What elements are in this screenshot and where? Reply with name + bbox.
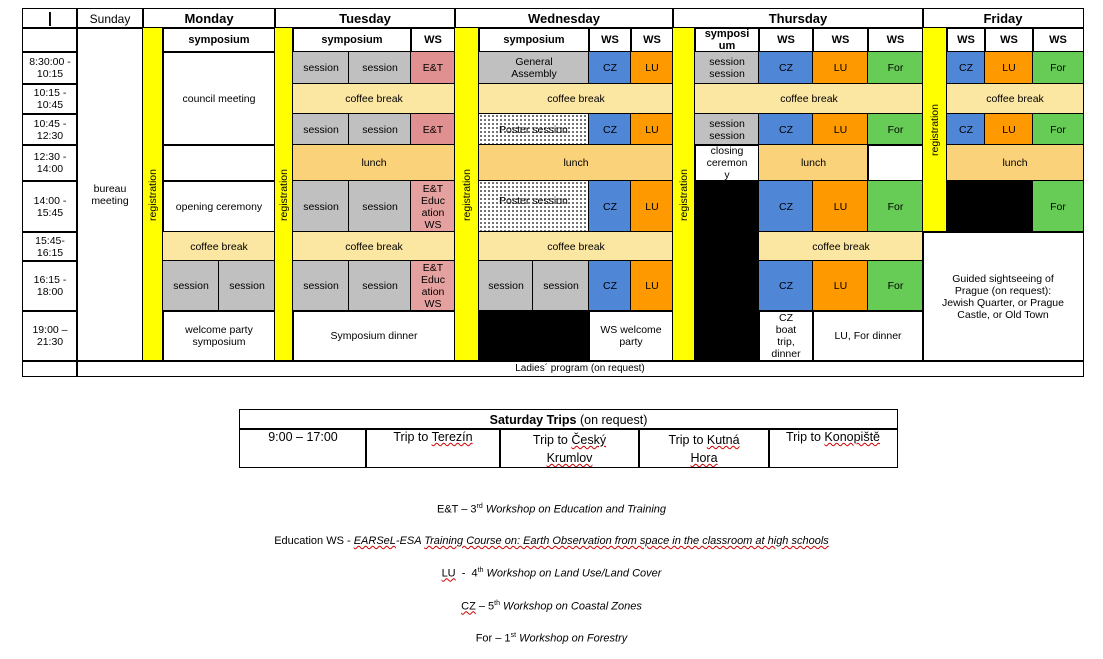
friday-guided-sightseeing: Guided sightseeing of Prague (on request): Jewish Quarter, or Prague Castle, or Old Town <box>923 232 1083 361</box>
time-slot: 10:45 - 12:30 <box>23 114 77 145</box>
thursday-closing-ceremony: closing ceremon y <box>695 145 759 181</box>
thursday-ws-header: WS <box>759 28 813 52</box>
monday-council-meeting: council meeting <box>163 52 275 145</box>
monday-session: session <box>163 261 219 311</box>
friday-ws-header: WS <box>985 28 1033 52</box>
thursday-cz: CZ <box>759 114 813 145</box>
friday-ws-header: WS <box>1033 28 1083 52</box>
thursday-ws-header: WS <box>868 28 923 52</box>
wednesday-session: session <box>479 261 533 311</box>
legend-for: For – 1st Workshop on Forestry <box>475 632 628 645</box>
time-slot: 15:45- 16:15 <box>23 232 77 261</box>
thursday-cz: CZ <box>759 181 813 232</box>
wednesday-session: session <box>533 261 589 311</box>
wednesday-ws-header: WS <box>589 28 631 52</box>
thursday-cz: CZ <box>759 52 813 84</box>
thursday-for: For <box>868 52 923 84</box>
tuesday-coffee-break: coffee break <box>293 232 455 261</box>
header-thursday: Thursday <box>673 9 923 28</box>
thursday-lunch: lunch <box>759 145 868 181</box>
tuesday-et: E&T <box>411 114 455 145</box>
thursday-symposium-header: symposi um <box>695 28 759 52</box>
tuesday-symposium-dinner: Symposium dinner <box>293 311 455 361</box>
monday-registration: registration <box>143 28 163 361</box>
time-slot: 10:15 - 10:45 <box>23 84 77 114</box>
tuesday-session: session <box>349 114 411 145</box>
tuesday-registration: registration <box>275 28 293 361</box>
time-slot: 16:15 - 18:00 <box>23 261 77 311</box>
tuesday-session: session <box>349 261 411 311</box>
thursday-empty <box>868 145 923 181</box>
wednesday-cz: CZ <box>589 52 631 84</box>
wednesday-cz: CZ <box>589 114 631 145</box>
friday-for: For <box>1033 114 1083 145</box>
legend-et: E&T – 3rd Workshop on Education and Training <box>436 503 667 516</box>
monday-coffee-break: coffee break <box>163 232 275 261</box>
monday-session: session <box>219 261 275 311</box>
friday-registration: registration <box>923 28 947 232</box>
friday-for: For <box>1033 52 1083 84</box>
saturday-time: 9:00 – 17:00 <box>240 429 366 467</box>
thursday-coffee-break: coffee break <box>695 84 923 114</box>
legend-cz: CZ – 5th Workshop on Coastal Zones <box>461 600 642 613</box>
time-slot: 19:00 – 21:30 <box>23 311 77 361</box>
thursday-cz: CZ <box>759 261 813 311</box>
friday-coffee-break: coffee break <box>947 84 1083 114</box>
wednesday-cz: CZ <box>589 261 631 311</box>
wednesday-registration: registration <box>455 28 479 361</box>
saturday-title: Saturday Trips (on request) <box>240 410 897 429</box>
thursday-session-session: session session <box>695 114 759 145</box>
wednesday-lu: LU <box>631 181 673 232</box>
tuesday-session: session <box>293 181 349 232</box>
thursday-for: For <box>868 261 923 311</box>
tuesday-ws-header: WS <box>411 28 455 52</box>
wednesday-lu: LU <box>631 52 673 84</box>
time-slot: 8:30:00 - 10:15 <box>23 52 77 84</box>
sunday-bureau-meeting: bureau meeting <box>77 28 143 361</box>
time-slot: 12:30 - 14:00 <box>23 145 77 181</box>
wednesday-cz: CZ <box>589 181 631 232</box>
thursday-lu: LU <box>813 114 868 145</box>
friday-lu: LU <box>985 52 1033 84</box>
friday-blocked <box>985 181 1033 232</box>
thursday-for: For <box>868 114 923 145</box>
monday-opening-ceremony: opening ceremony <box>163 181 275 232</box>
tuesday-session: session <box>293 114 349 145</box>
ladies-program: Ladies´ program (on request) <box>77 361 1083 376</box>
tuesday-session: session <box>349 181 411 232</box>
thursday-coffee-break: coffee break <box>759 232 923 261</box>
tuesday-coffee-break: coffee break <box>293 84 455 114</box>
monday-welcome-party: welcome party symposium <box>163 311 275 361</box>
trip-terezin: Trip to Terezín <box>366 429 500 467</box>
friday-cz: CZ <box>947 114 985 145</box>
thursday-cz-dinner: CZ boat trip, dinner <box>759 311 813 361</box>
trip-konopiste: Trip to Konopiště <box>769 429 897 467</box>
corner-cell: | <box>23 9 77 28</box>
tuesday-session: session <box>293 261 349 311</box>
thursday-lu-for-dinner: LU, For dinner <box>813 311 923 361</box>
thursday-registration: registration <box>673 28 695 361</box>
tuesday-et-education: E&T Educ ation WS <box>411 181 455 232</box>
thursday-session-session: session session <box>695 52 759 84</box>
wednesday-general-assembly: General Assembly <box>479 52 589 84</box>
thursday-lu: LU <box>813 52 868 84</box>
tuesday-et: E&T <box>411 52 455 84</box>
time-slot-blank <box>23 361 77 376</box>
header-sunday: Sunday <box>77 9 143 28</box>
friday-lunch: lunch <box>947 145 1083 181</box>
wednesday-poster-session: Poster session <box>479 181 589 232</box>
thursday-for: For <box>868 181 923 232</box>
time-header-blank <box>23 28 77 52</box>
wednesday-ws-welcome-party: WS welcome party <box>589 311 673 361</box>
tuesday-lunch: lunch <box>293 145 455 181</box>
tuesday-et-education: E&T Educ ation WS <box>411 261 455 311</box>
header-tuesday: Tuesday <box>275 9 455 28</box>
friday-lu: LU <box>985 114 1033 145</box>
thursday-ws-header: WS <box>813 28 868 52</box>
trip-cesky-krumlov: Trip to Český Krumlov <box>500 429 639 467</box>
header-monday: Monday <box>143 9 275 28</box>
legend-lu: LU - 4th Workshop on Land Use/Land Cover <box>441 567 662 580</box>
friday-blocked <box>947 181 985 232</box>
thursday-lu: LU <box>813 261 868 311</box>
header-friday: Friday <box>923 9 1083 28</box>
time-slot: 14:00 - 15:45 <box>23 181 77 232</box>
tuesday-session: session <box>293 52 349 84</box>
monday-empty <box>163 145 275 181</box>
tuesday-symposium-header: symposium <box>293 28 411 52</box>
wednesday-lunch: lunch <box>479 145 673 181</box>
thursday-blocked <box>695 181 759 361</box>
trip-kutna-hora: Trip to Kutná Hora <box>639 429 769 467</box>
wednesday-symposium-header: symposium <box>479 28 589 52</box>
wednesday-coffee-break: coffee break <box>479 84 673 114</box>
friday-cz: CZ <box>947 52 985 84</box>
legend-education: Education WS - EARSeL-ESA Training Course on: Earth Observation from space in the classroom at high schools <box>274 535 829 547</box>
wednesday-blocked <box>479 311 589 361</box>
wednesday-lu: LU <box>631 114 673 145</box>
wednesday-ws-header: WS <box>631 28 673 52</box>
thursday-lu: LU <box>813 181 868 232</box>
header-wednesday: Wednesday <box>455 9 673 28</box>
wednesday-poster-session: Poster session <box>479 114 589 145</box>
wednesday-coffee-break: coffee break <box>479 232 673 261</box>
monday-symposium-header: symposium <box>163 28 275 52</box>
friday-ws-header: WS <box>947 28 985 52</box>
friday-for: For <box>1033 181 1083 232</box>
tuesday-session: session <box>349 52 411 84</box>
wednesday-lu: LU <box>631 261 673 311</box>
